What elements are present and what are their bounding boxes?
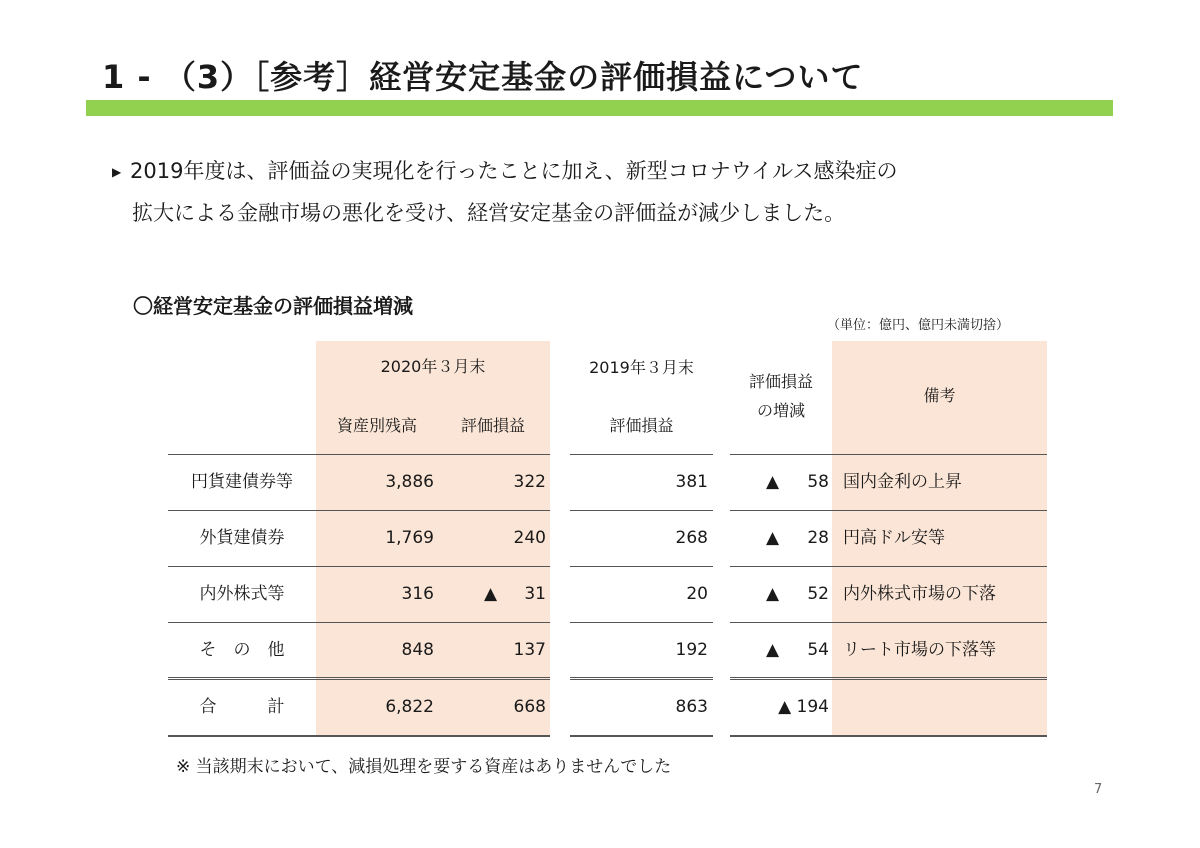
decrease-mark: ▲ <box>766 584 780 604</box>
total-balance-cell: 6,822 <box>385 697 434 717</box>
decrease-mark: ▲ <box>766 528 780 548</box>
change-cell: 52 <box>807 584 829 604</box>
header-2020-group: 2020年３月末 <box>380 357 486 376</box>
row-line <box>730 454 1047 455</box>
section-heading: 〇経営安定基金の評価損益増減 <box>133 294 413 318</box>
total-change-cell: ▲ 194 <box>778 697 829 717</box>
remark-cell: 国内金利の上昇 <box>843 472 962 492</box>
header-change-line2: の増減 <box>756 401 805 420</box>
total-valuation-2019-cell: 863 <box>675 697 708 717</box>
row-line <box>168 622 550 623</box>
balance-cell: 3,886 <box>385 472 434 492</box>
row-label: 円貨建債券等 <box>191 472 293 492</box>
header-2019-group: 2019年３月末 <box>589 358 694 377</box>
valuation-2020-cell: 240 <box>513 528 546 548</box>
header-valuation-2020: 評価損益 <box>460 416 525 435</box>
bullet-marker-icon: ▶ <box>112 165 122 179</box>
row-line <box>570 566 713 567</box>
valuation-2019-cell: 20 <box>686 584 708 604</box>
decrease-mark: ▲ <box>766 640 780 660</box>
remark-cell: リート市場の下落等 <box>843 640 996 660</box>
total-double-line <box>730 677 1047 680</box>
header-change-line1: 評価損益 <box>748 372 813 391</box>
summary-line-1: 2019年度は、評価益の実現化を行ったことに加え、新型コロナウイルス感染症の <box>130 159 898 183</box>
page-number: 7 <box>1094 782 1103 797</box>
remark-cell: 円高ドル安等 <box>843 528 945 548</box>
valuation-2019-cell: 268 <box>675 528 708 548</box>
valuation-2020-cell: 322 <box>513 472 546 492</box>
row-line <box>168 454 550 455</box>
change-cell: 28 <box>807 528 829 548</box>
summary-bullet <box>112 150 1112 234</box>
row-label: 内外株式等 <box>199 584 285 604</box>
row-label: 外貨建債券 <box>199 528 285 548</box>
page-title: 1 - （3）［参考］経営安定基金の評価損益について <box>102 58 864 96</box>
header-balance: 資産別残高 <box>336 416 417 435</box>
change-cell: 54 <box>807 640 829 660</box>
row-line <box>168 566 550 567</box>
decrease-mark: ▲ <box>766 472 780 492</box>
row-line <box>570 622 713 623</box>
row-line <box>730 510 1047 511</box>
valuation-2020-cell: 31 <box>524 584 546 604</box>
total-double-line <box>168 677 550 680</box>
footnote: ※ 当該期末において、減損処理を要する資産はありませんでした <box>176 757 672 777</box>
table-bottom-line <box>168 735 550 737</box>
row-line <box>570 454 713 455</box>
row-label: そ の 他 <box>199 640 285 660</box>
header-remarks: 備考 <box>923 386 956 405</box>
remark-cell: 内外株式市場の下落 <box>843 584 996 604</box>
balance-cell: 1,769 <box>385 528 434 548</box>
decrease-mark: ▲ <box>484 584 498 604</box>
table-bottom-line <box>730 735 1047 737</box>
change-cell: 58 <box>807 472 829 492</box>
total-valuation-2020-cell: 668 <box>513 697 546 717</box>
valuation-2019-cell: 192 <box>675 640 708 660</box>
valuation-2019-cell: 381 <box>675 472 708 492</box>
summary-line-2: 拡大による金融市場の悪化を受け、経営安定基金の評価益が減少しました。 <box>132 201 846 225</box>
header-valuation-2019: 評価損益 <box>609 416 674 435</box>
row-line <box>570 510 713 511</box>
total-double-line <box>570 677 713 680</box>
balance-cell: 848 <box>401 640 434 660</box>
total-label: 合 計 <box>199 697 285 717</box>
balance-cell: 316 <box>401 584 434 604</box>
row-line <box>730 622 1047 623</box>
valuation-2020-cell: 137 <box>513 640 546 660</box>
unit-note: （単位：億円、億円未満切捨） <box>827 318 1010 333</box>
row-line <box>730 566 1047 567</box>
table-bottom-line <box>570 735 713 737</box>
row-line <box>168 510 550 511</box>
title-accent-bar <box>86 100 1113 116</box>
